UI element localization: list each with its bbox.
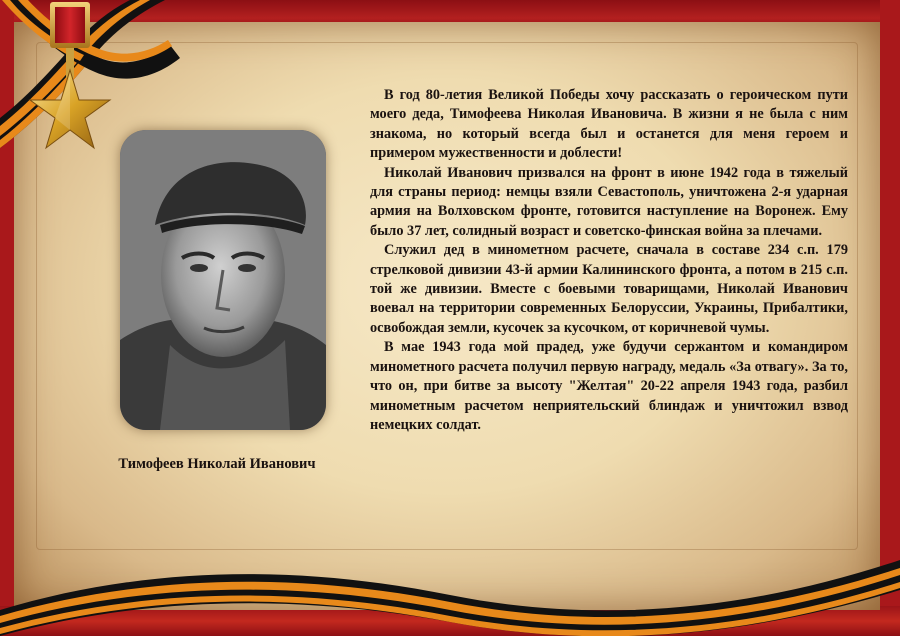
story-text: [370, 86, 848, 435]
st-george-ribbon-bottom: [0, 540, 900, 636]
portrait-caption: Тимофеев Николай Иванович: [118, 456, 316, 472]
portrait-photo: [120, 130, 326, 430]
paragraph-3: Служил дед в минометном расчете, сначала в составе 234 с.п. 179 стрелковой дивизии 43-й армии Калининского фронта, а потом в 215 с.п. той же дивизии. Вместе с боевыми товарищами, Николай Иванович воевал на территории современных Белоруссии, Украины, Прибалтики, освобождая земли, кусочек за кусочком, от коричневой чумы.: [370, 242, 848, 336]
paragraph-1: В год 80-летия Великой Победы хочу рассказать о героическом пути моего деда, Тимофеева Николая Ивановича. В жизни я не была с ним знакома, но который всегда был и останется для меня героем и примером мужественности и доблести!: [370, 87, 848, 162]
paragraph-2: Николай Иванович призвался на фронт в июне 1942 года в тяжелый для страны период: немцы взяли Севастополь, уничтожена 2-я ударная армия на Волховском фронте, готовится наступление на Воронеж. Ему было 37 лет, солидный возраст и советско-финская война за плечами.: [370, 164, 848, 239]
gold-star-medal-icon: [0, 0, 140, 170]
paragraph-4: В мае 1943 года мой прадед, уже будучи сержантом и командиром минометного расчета получил первую награду, медаль «За отвагу». За то, что он, при битве за высоту "Желтая" 20-22 апреля 1943 года, разбил минометным расчетом неприятельский блиндаж и уничтожил взвод немецких солдат.: [370, 339, 848, 433]
